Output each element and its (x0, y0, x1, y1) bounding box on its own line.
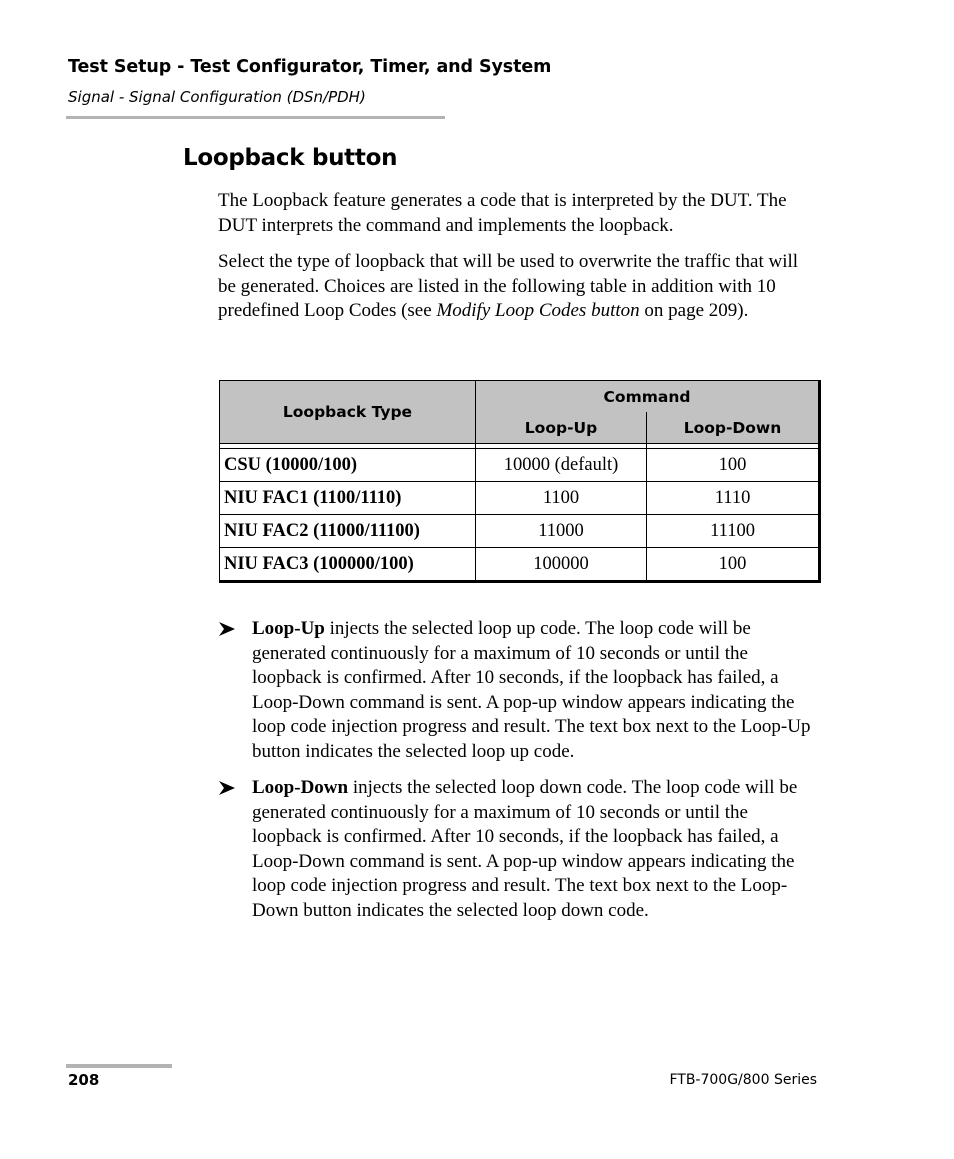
loopback-table (219, 380, 821, 583)
arrow-bullet-icon (218, 779, 236, 797)
paragraph-text: on page 209). (639, 300, 749, 321)
footer-rule (66, 1064, 172, 1068)
bullet-description: injects the selected loop up code. The loop code will be generated continuously for a maximum of 10 seconds or until the loopback is confirmed. After 10 seconds, if the loopback has failed, a Loop-Down command is sent. A pop-up window appears indicating the loop code injection progress and result. The text box next to the Loop-Up button indicates the selected loop up code. (252, 618, 811, 762)
bullet-loop-up (218, 617, 818, 765)
cell-loop-up: 10000 (default) (476, 449, 647, 482)
cell-loop-down: 100 (647, 548, 820, 582)
header-loop-up: Loop-Up (476, 412, 647, 444)
table-row (220, 449, 820, 482)
cell-type: NIU FAC2 (11000/11100) (220, 515, 476, 548)
cell-loop-down: 1110 (647, 482, 820, 515)
cell-type: NIU FAC3 (100000/100) (220, 548, 476, 582)
bullet-description: injects the selected loop down code. The loop code will be generated continuously for a maximum of 10 seconds or until the loopback is confirmed. After 10 seconds, if the loopback has failed, a Loop-Down command is sent. A pop-up window appears indicating the loop code injection progress and result. The text box next to the Loop-Down button indicates the selected loop down code. (252, 777, 798, 921)
header-rule (66, 116, 445, 119)
header-command: Command (476, 381, 820, 413)
bullet-term: Loop-Down (252, 777, 349, 798)
running-header-title: Test Setup - Test Configurator, Timer, and System (68, 57, 552, 77)
intro-paragraph: The Loopback feature generates a code that is interpreted by the DUT. The DUT interprets the command and implements the loopback. (218, 190, 787, 236)
cell-type: CSU (10000/100) (220, 449, 476, 482)
table-row (220, 515, 820, 548)
cross-reference-link[interactable]: Modify Loop Codes button (436, 300, 640, 321)
cell-loop-up: 11000 (476, 515, 647, 548)
cell-loop-up: 100000 (476, 548, 647, 582)
cell-loop-up: 1100 (476, 482, 647, 515)
selection-paragraph (218, 250, 818, 324)
cell-type: NIU FAC1 (1100/1110) (220, 482, 476, 515)
cell-loop-down: 100 (647, 449, 820, 482)
section-title: Loopback button (183, 145, 398, 171)
arrow-bullet-icon (218, 620, 236, 638)
bullet-loop-down (218, 776, 818, 924)
page-number: 208 (68, 1071, 100, 1089)
product-series: FTB-700G/800 Series (669, 1072, 817, 1088)
bullet-text (252, 617, 818, 765)
table-row (220, 482, 820, 515)
table-row (220, 548, 820, 582)
bullet-term: Loop-Up (252, 618, 325, 639)
header-loop-down: Loop-Down (647, 412, 820, 444)
paragraph-text: Select the type of loopback that will be used to overwrite the traffic that will be generated. Choices are listed in the following table in addition with 10 predefined Loop Codes (see (218, 251, 799, 321)
cell-loop-down: 11100 (647, 515, 820, 548)
bullet-text (252, 776, 818, 924)
running-header-subtitle: Signal - Signal Configuration (DSn/PDH) (68, 88, 366, 106)
header-loopback-type: Loopback Type (220, 381, 476, 444)
